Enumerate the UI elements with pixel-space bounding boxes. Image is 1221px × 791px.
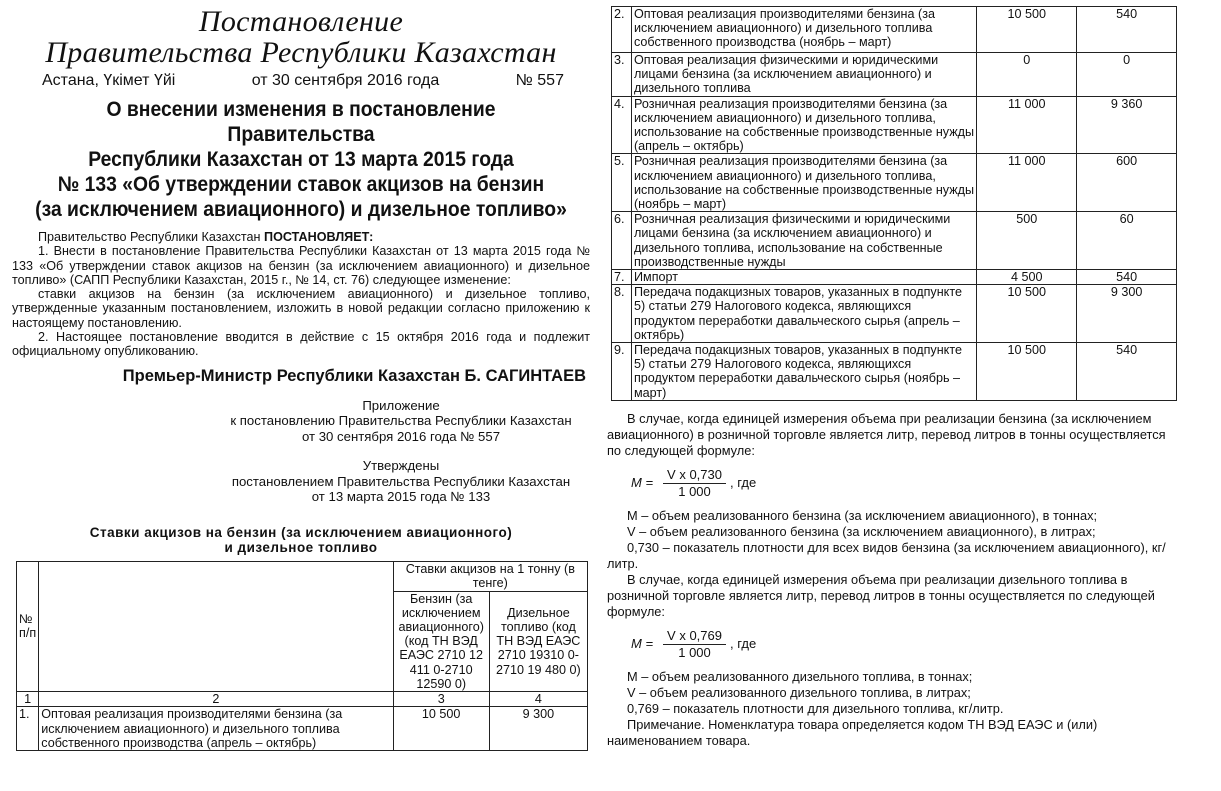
header-description [39, 561, 393, 691]
definition-line: М – объем реализованного дизельного топлива, в тоннах; [627, 668, 973, 684]
row-description: Розничная реализация производителями бензина (за исключением авиационного) и дизельного топлива, использование на собственные производственные нужды (апрель – октябрь) [631, 96, 976, 154]
formula-tail: , где [729, 636, 757, 652]
approval-date: от 13 марта 2015 года № 133 [311, 489, 491, 505]
table-row [612, 96, 1177, 154]
definition-line: V – объем реализованного дизельного топлива, в литрах; [627, 684, 971, 700]
gasoline-conversion-intro: В случае, когда единицей измерения объема при реализации бензина (за исключением авиационного) в розничной торговле является литр, перевод литров в тонны осуществляется по следующей формуле: [607, 410, 1166, 458]
formula-denominator: 1 000 [678, 483, 711, 499]
row-diesel-rate: 60 [1077, 212, 1177, 270]
decree-title [35, 97, 567, 222]
table-row [612, 7, 1177, 53]
column-number-row [17, 692, 588, 707]
formula-fraction [663, 628, 726, 661]
column-number: 1 [17, 692, 39, 707]
appendix-block [212, 398, 590, 445]
title-line: № 133 «Об утверждении ставок акцизов на бензин [57, 173, 545, 196]
table-row [612, 343, 1177, 401]
table-row [612, 154, 1177, 212]
formula-lhs: M = [631, 475, 654, 491]
row-gasoline-rate: 10 500 [977, 343, 1077, 401]
row-diesel-rate: 600 [1077, 154, 1177, 212]
title-line: О внесении изменения в постановление Правительства [106, 98, 496, 146]
row-gasoline-rate: 11 000 [977, 96, 1077, 154]
row-diesel-rate: 540 [1077, 270, 1177, 285]
approval-reference: постановлением Правительства Республики Казахстан [231, 473, 571, 489]
row-description: Оптовая реализация производителями бензина (за исключением авиационного) и дизельного топлива собственного производства (ноябрь – март) [631, 7, 976, 53]
decree-body [12, 230, 590, 359]
city-label: Астана, Үкімет Үйі [42, 72, 176, 89]
column-number: 3 [393, 692, 489, 707]
column-number: 4 [489, 692, 587, 707]
diesel-conversion-intro: В случае, когда единицей измерения объема при реализации дизельного топлива в розничной торговле является литр, перевод литров в тонны осуществляется по следующей формуле: [607, 571, 1155, 619]
title-line: Республики Казахстан от 13 марта 2015 года [88, 148, 514, 171]
row-diesel-rate: 9 360 [1077, 96, 1177, 154]
definition-line: 0,730 – показатель плотности для всех видов бензина (за исключением авиационного), кг/литр. [607, 539, 1166, 571]
left-column [12, 6, 590, 751]
appendix-reference: к постановлению Правительства Республики Казахстан [230, 413, 572, 429]
conversion-notes [607, 411, 1177, 749]
header-rates: Ставки акцизов на 1 тонну (в тенге) [393, 561, 587, 591]
table-row [612, 285, 1177, 343]
header-diesel: Дизельное топливо (код ТН ВЭД ЕАЭС 2710 19310 0-2710 19 480 0) [489, 591, 587, 691]
row-number: 2. [612, 7, 632, 53]
formula-numerator: V x 0,769 [663, 628, 726, 645]
body-paragraph: ставки акцизов на бензин (за исключением авиационного) и дизельное топливо, утвержденные указанным постановлением, изложить в новой редакции согласно приложению к настоящему постановлению. [12, 287, 590, 330]
right-column [607, 6, 1177, 749]
header-gasoline: Бензин (за исключением авиационного) (код ТН ВЭД ЕАЭС 2710 12 411 0-2710 12590 0) [393, 591, 489, 691]
document-type-heading: Постановление [198, 5, 404, 38]
table-title-line: и дизельное топливо [224, 539, 378, 555]
formula-tail: , где [729, 475, 757, 491]
date-label: от 30 сентября 2016 года [251, 72, 440, 89]
table-header-row [17, 561, 588, 591]
row-diesel-rate: 0 [1077, 53, 1177, 97]
row-description: Передача подакцизных товаров, указанных в подпункте 5) статьи 279 Налогового кодекса, являющихся продуктом переработки давальческого сырья (апрель – октябрь) [631, 285, 976, 343]
appendix-date: от 30 сентября 2016 года № 557 [301, 428, 501, 444]
resolves-keyword: ПОСТАНОВЛЯЕТ: [264, 230, 374, 244]
table-row [612, 53, 1177, 97]
body-paragraph: 1. Внести в постановление Правительства Республики Казахстан от 13 марта 2015 года № 133 «Об утверждении ставок акцизов на бензин (за исключением авиационного) и дизельное топливо» (САПП Республики Казахстан, 2015 г., № 14, ст. 76) следующее изменение: [12, 244, 590, 287]
row-number: 4. [612, 96, 632, 154]
row-gasoline-rate: 10 500 [393, 707, 489, 751]
issuing-body-heading: Правительства Республики Казахстан [45, 36, 557, 69]
row-number: 3. [612, 53, 632, 97]
table-title-line: Ставки акцизов на бензин (за исключением авиационного) [89, 524, 513, 540]
row-number: 7. [612, 270, 632, 285]
diesel-formula [631, 628, 1177, 661]
row-number: 6. [612, 212, 632, 270]
row-number: 1. [17, 707, 39, 751]
row-diesel-rate: 540 [1077, 7, 1177, 53]
row-description: Передача подакцизных товаров, указанных в подпункте 5) статьи 279 Налогового кодекса, являющихся продуктом переработки давальческого сырья (ноябрь – март) [631, 343, 976, 401]
row-description: Оптовая реализация производителями бензина (за исключением авиационного) и дизельного топлива собственного производства (апрель – октябрь) [39, 707, 393, 751]
row-diesel-rate: 540 [1077, 343, 1177, 401]
row-gasoline-rate: 10 500 [977, 7, 1077, 53]
row-number: 5. [612, 154, 632, 212]
row-number: 8. [612, 285, 632, 343]
row-gasoline-rate: 4 500 [977, 270, 1077, 285]
body-paragraph: 2. Настоящее постановление вводится в действие с 15 октября 2016 года и подлежит официальному опубликованию. [12, 330, 590, 359]
approval-block [212, 458, 590, 505]
decree-number: № 557 [515, 72, 564, 89]
row-gasoline-rate: 0 [977, 53, 1077, 97]
table-title [12, 525, 590, 555]
signature-line: Премьер-Министр Республики Казахстан Б. САГИНТАЕВ [122, 366, 586, 385]
rates-table-part1 [16, 561, 588, 751]
preamble-text: Правительство Республики Казахстан [38, 230, 265, 244]
body-paragraph [12, 230, 590, 244]
row-gasoline-rate: 500 [977, 212, 1077, 270]
row-description: Оптовая реализация физическими и юридическими лицами бензина (за исключением авиационного) и дизельного топлива [631, 53, 976, 97]
formula-numerator: V x 0,730 [663, 467, 726, 484]
appendix-label: Приложение [362, 397, 440, 413]
dateline [42, 71, 564, 91]
title-line: (за исключением авиационного) и дизельное топливо» [35, 198, 567, 221]
table-row [17, 707, 588, 751]
header-number: № п/п [17, 561, 39, 691]
row-gasoline-rate: 10 500 [977, 285, 1077, 343]
formula-fraction [663, 467, 726, 500]
row-gasoline-rate: 11 000 [977, 154, 1077, 212]
formula-denominator: 1 000 [678, 644, 711, 660]
table-row [612, 270, 1177, 285]
row-diesel-rate: 9 300 [489, 707, 587, 751]
rates-table-part2 [611, 6, 1177, 401]
column-number: 2 [39, 692, 393, 707]
definition-line: V – объем реализованного бензина (за исключением авиационного), в литрах; [627, 523, 1096, 539]
row-description: Розничная реализация физическими и юридическими лицами бензина (за исключением авиационного) и дизельного топлива, использование на собственные производственные нужды [631, 212, 976, 270]
row-description: Розничная реализация производителями бензина (за исключением авиационного) и дизельного топлива, использование на собственные производственные нужды (ноябрь – март) [631, 154, 976, 212]
definition-line: М – объем реализованного бензина (за исключением авиационного), в тоннах; [627, 507, 1098, 523]
row-number: 9. [612, 343, 632, 401]
approval-label: Утверждены [362, 458, 440, 474]
classification-note: Примечание. Номенклатура товара определяется кодом ТН ВЭД ЕАЭС и (или) наименованием товара. [607, 716, 1098, 748]
row-description: Импорт [631, 270, 976, 285]
row-diesel-rate: 9 300 [1077, 285, 1177, 343]
definition-line: 0,769 – показатель плотности для дизельного топлива, кг/литр. [627, 700, 1004, 716]
gasoline-formula [631, 467, 1177, 500]
formula-lhs: M = [631, 636, 654, 652]
table-row [612, 212, 1177, 270]
